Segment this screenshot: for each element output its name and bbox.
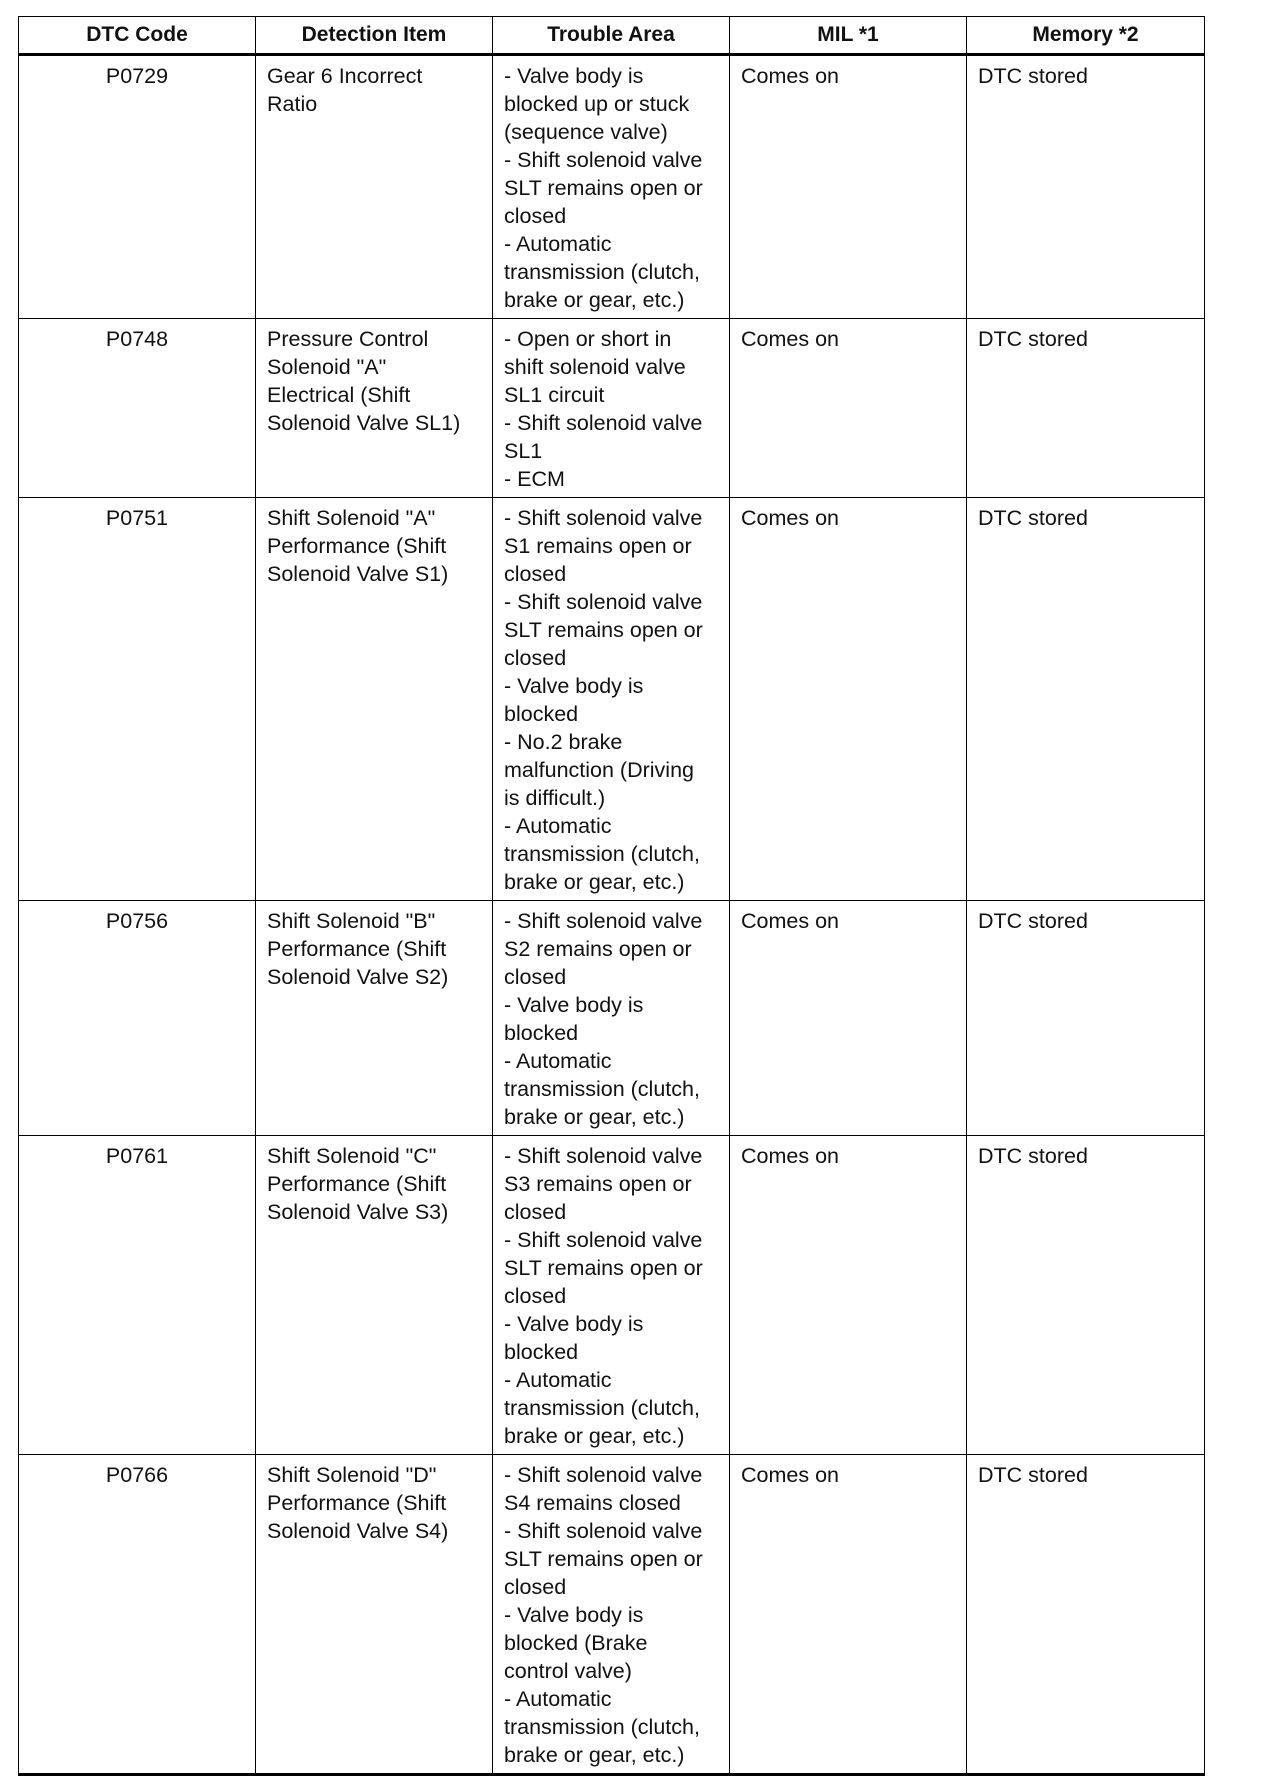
trouble-area-line: brake or gear, etc.) <box>504 288 685 312</box>
trouble-area-line: is difficult.) <box>504 786 606 810</box>
trouble-area-line: - Shift solenoid valve <box>504 506 703 530</box>
table-header <box>19 17 1205 55</box>
trouble-area-line: malfunction (Driving <box>504 758 694 782</box>
detection-item-line: Shift Solenoid "D" <box>267 1463 437 1487</box>
memory-cell <box>967 498 1205 901</box>
table-row <box>19 1455 1205 1775</box>
dtc-code: P0761 <box>105 1144 169 1168</box>
trouble-area-line: blocked (Brake <box>504 1631 648 1655</box>
memory-cell <box>967 1455 1205 1775</box>
trouble-area-cell <box>493 901 730 1136</box>
trouble-area-line: blocked <box>504 1340 579 1364</box>
trouble-area-cell <box>493 1136 730 1455</box>
header-trouble-area: Trouble Area <box>493 17 730 55</box>
memory-cell <box>967 1136 1205 1455</box>
memory-status: DTC stored <box>978 1144 1088 1168</box>
detection-item-line: Solenoid "A" <box>267 355 387 379</box>
trouble-area-line: - Shift solenoid valve <box>504 411 703 435</box>
dtc-code-cell <box>19 498 256 901</box>
memory-cell <box>967 901 1205 1136</box>
mil-status: Comes on <box>741 1144 839 1168</box>
trouble-area-line: - Automatic <box>504 1049 612 1073</box>
trouble-area-line: - Open or short in <box>504 327 672 351</box>
detection-item-line: Performance (Shift <box>267 1491 447 1515</box>
header-mil: MIL *1 <box>730 17 967 55</box>
header-dtc-code: DTC Code <box>19 17 256 55</box>
detection-item-line: Pressure Control <box>267 327 429 351</box>
trouble-area-line: S1 remains open or <box>504 534 692 558</box>
trouble-area-line: transmission (clutch, <box>504 842 700 866</box>
mil-cell <box>730 319 967 498</box>
memory-status: DTC stored <box>978 64 1088 88</box>
trouble-area-line: brake or gear, etc.) <box>504 1743 685 1767</box>
detection-item-line: Solenoid Valve S1) <box>267 562 449 586</box>
trouble-area-line: - Automatic <box>504 1368 612 1392</box>
trouble-area-line: - Valve body is <box>504 1603 644 1627</box>
detection-item-line: Electrical (Shift <box>267 383 411 407</box>
dtc-code: P0748 <box>105 327 169 351</box>
table-body <box>19 55 1205 1775</box>
mil-cell <box>730 498 967 901</box>
memory-status: DTC stored <box>978 1463 1088 1487</box>
table-row <box>19 319 1205 498</box>
trouble-area-cell <box>493 1455 730 1775</box>
trouble-area-line: brake or gear, etc.) <box>504 1105 685 1129</box>
mil-status: Comes on <box>741 327 839 351</box>
trouble-area-line: S4 remains closed <box>504 1491 681 1515</box>
trouble-area-line: - Shift solenoid valve <box>504 1519 703 1543</box>
detection-item-line: Shift Solenoid "C" <box>267 1144 437 1168</box>
memory-cell <box>967 319 1205 498</box>
trouble-area-line: closed <box>504 646 567 670</box>
detection-item-line: Gear 6 Incorrect <box>267 64 423 88</box>
trouble-area-line: - Shift solenoid valve <box>504 1144 703 1168</box>
trouble-area-line: - Valve body is <box>504 674 644 698</box>
dtc-code-cell <box>19 901 256 1136</box>
trouble-area-line: - Shift solenoid valve <box>504 1463 703 1487</box>
trouble-area-line: SLT remains open or <box>504 176 703 200</box>
header-detection-item: Detection Item <box>256 17 493 55</box>
trouble-area-line: - Automatic <box>504 814 612 838</box>
trouble-area-line: transmission (clutch, <box>504 260 700 284</box>
trouble-area-line: (sequence valve) <box>504 120 668 144</box>
trouble-area-line: closed <box>504 562 567 586</box>
trouble-area-line: - Shift solenoid valve <box>504 909 703 933</box>
trouble-area-line: blocked <box>504 702 579 726</box>
trouble-area-line: closed <box>504 204 567 228</box>
trouble-area-line: - Shift solenoid valve <box>504 1228 703 1252</box>
trouble-area-line: shift solenoid valve <box>504 355 686 379</box>
detection-item-line: Shift Solenoid "A" <box>267 506 436 530</box>
trouble-area-line: - Shift solenoid valve <box>504 590 703 614</box>
dtc-code-cell <box>19 1136 256 1455</box>
trouble-area-line: closed <box>504 965 567 989</box>
trouble-area-line: SL1 <box>504 439 543 463</box>
detection-item-cell <box>256 1136 493 1455</box>
trouble-area-line: blocked <box>504 1021 579 1045</box>
mil-cell <box>730 901 967 1136</box>
trouble-area-line: brake or gear, etc.) <box>504 1424 685 1448</box>
trouble-area-line: - Automatic <box>504 1687 612 1711</box>
dtc-code: P0756 <box>105 909 169 933</box>
dtc-code-cell <box>19 319 256 498</box>
trouble-area-line: closed <box>504 1575 567 1599</box>
detection-item-line: Ratio <box>267 92 318 116</box>
trouble-area-line: SLT remains open or <box>504 1256 703 1280</box>
trouble-area-line: - Valve body is <box>504 1312 644 1336</box>
memory-status: DTC stored <box>978 327 1088 351</box>
trouble-area-cell <box>493 55 730 319</box>
trouble-area-line: S3 remains open or <box>504 1172 692 1196</box>
trouble-area-line: brake or gear, etc.) <box>504 870 685 894</box>
detection-item-cell <box>256 55 493 319</box>
header-memory: Memory *2 <box>967 17 1205 55</box>
memory-status: DTC stored <box>978 909 1088 933</box>
trouble-area-line: closed <box>504 1200 567 1224</box>
dtc-code: P0729 <box>105 64 169 88</box>
dtc-code-cell <box>19 55 256 319</box>
trouble-area-line: transmission (clutch, <box>504 1077 700 1101</box>
dtc-code: P0766 <box>105 1463 169 1487</box>
trouble-area-line: transmission (clutch, <box>504 1715 700 1739</box>
trouble-area-line: transmission (clutch, <box>504 1396 700 1420</box>
trouble-area-line: - Automatic <box>504 232 612 256</box>
trouble-area-line: SLT remains open or <box>504 618 703 642</box>
trouble-area-cell <box>493 498 730 901</box>
mil-status: Comes on <box>741 909 839 933</box>
dtc-code-cell <box>19 1455 256 1775</box>
detection-item-line: Shift Solenoid "B" <box>267 909 436 933</box>
memory-status: DTC stored <box>978 506 1088 530</box>
trouble-area-line: - Valve body is <box>504 64 644 88</box>
mil-status: Comes on <box>741 64 839 88</box>
table-row <box>19 498 1205 901</box>
dtc-table <box>18 16 1205 1776</box>
trouble-area-line: - No.2 brake <box>504 730 623 754</box>
memory-cell <box>967 55 1205 319</box>
detection-item-line: Solenoid Valve S4) <box>267 1519 449 1543</box>
detection-item-line: Solenoid Valve SL1) <box>267 411 461 435</box>
detection-item-line: Performance (Shift <box>267 1172 447 1196</box>
trouble-area-cell <box>493 319 730 498</box>
header-row <box>19 17 1205 55</box>
detection-item-cell <box>256 1455 493 1775</box>
mil-status: Comes on <box>741 506 839 530</box>
trouble-area-line: S2 remains open or <box>504 937 692 961</box>
detection-item-cell <box>256 901 493 1136</box>
trouble-area-line: closed <box>504 1284 567 1308</box>
trouble-area-line: - Shift solenoid valve <box>504 148 703 172</box>
table-row <box>19 55 1205 319</box>
dtc-code: P0751 <box>105 506 169 530</box>
trouble-area-line: SLT remains open or <box>504 1547 703 1571</box>
trouble-area-line: SL1 circuit <box>504 383 605 407</box>
detection-item-cell <box>256 319 493 498</box>
detection-item-line: Solenoid Valve S2) <box>267 965 449 989</box>
detection-item-line: Performance (Shift <box>267 534 447 558</box>
trouble-area-line: control valve) <box>504 1659 632 1683</box>
mil-cell <box>730 1136 967 1455</box>
trouble-area-line: - ECM <box>504 467 565 491</box>
mil-cell <box>730 1455 967 1775</box>
mil-cell <box>730 55 967 319</box>
detection-item-cell <box>256 498 493 901</box>
table-row <box>19 901 1205 1136</box>
trouble-area-line: blocked up or stuck <box>504 92 690 116</box>
mil-status: Comes on <box>741 1463 839 1487</box>
trouble-area-line: - Valve body is <box>504 993 644 1017</box>
detection-item-line: Solenoid Valve S3) <box>267 1200 449 1224</box>
table-row <box>19 1136 1205 1455</box>
detection-item-line: Performance (Shift <box>267 937 447 961</box>
